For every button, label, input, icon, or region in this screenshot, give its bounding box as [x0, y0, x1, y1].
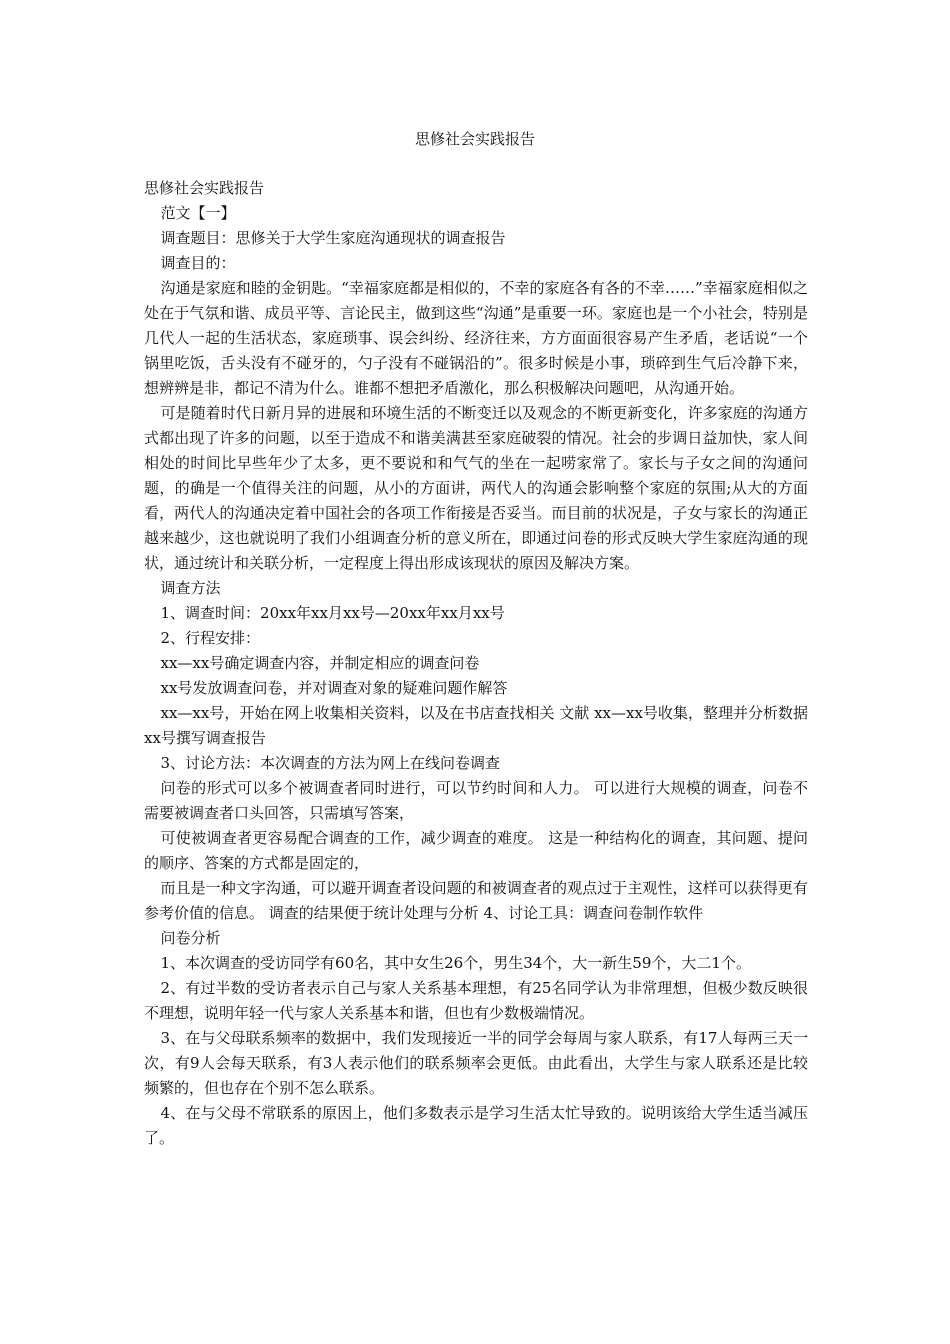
paragraph: 1、调查时间：20xx年xx月xx号—20xx年xx月xx号: [160, 604, 505, 622]
heading-line: 思修社会实践报告: [144, 179, 265, 197]
paragraph: 问卷分析: [160, 929, 221, 947]
document-title: 思修社会实践报告: [414, 130, 535, 148]
paragraph: 2、行程安排：: [160, 629, 261, 647]
paragraph: 调查题目：思修关于大学生家庭沟通现状的调查报告: [160, 229, 506, 247]
paragraph: 沟通是家庭和睦的金钥匙。“幸福家庭都是相似的，不幸的家庭各有各的不幸……”幸福家庭相似之处在于气氛和谐、成员平等、言论民主，做到这些“沟通”是重要一环。家庭也是一个小社会，特别是几代人一起的生活状态，家庭琐事、误会纠纷、经济往来，方方面面很容易产生矛盾，老话说“一个锅里吃饭，舌头没有不碰牙的，勺子没有不碰锅沿的”。很多时候是小事，琐碎到生气后冷静下来，想辨辨是非，都记不清为什么。谁都不想把矛盾激化，那么积极解决问题吧，从沟通开始。: [144, 279, 808, 397]
document-body: [144, 176, 808, 1151]
paragraph: 范文【一】: [160, 204, 236, 222]
paragraph: xx—xx号确定调查内容，并制定相应的调查问卷: [160, 654, 480, 672]
paragraph: 可使被调查者更容易配合调查的工作，减少调查的难度。 这是一种结构化的调查，其问题、提问的顺序、答案的方式都是固定的，: [144, 829, 808, 872]
paragraph: 3、在与父母联系频率的数据中，我们发现接近一半的同学会每周与家人联系，有17人每两三天一次，有9人会每天联系，有3人表示他们的联系频率会更低。由此看出，大学生与家人联系还是比较频繁的，但也存在个别不怎么联系。: [144, 1029, 808, 1097]
paragraph: 调查目的：: [160, 254, 236, 272]
paragraph: 3、讨论方法：本次调查的方法为网上在线问卷调查: [160, 754, 501, 772]
paragraph: 调查方法: [160, 579, 221, 597]
paragraph: 问卷的形式可以多个被调查者同时进行，可以节约时间和人力。 可以进行大规模的调查，问卷不需要被调查者口头回答，只需填写答案，: [144, 779, 808, 822]
paragraph: 可是随着时代日新月异的进展和环境生活的不断变迁以及观念的不断更新变化，许多家庭的沟通方式都出现了许多的问题，以至于造成不和谐美满甚至家庭破裂的情况。社会的步调日益加快，家人间相处的时间比早些年少了太多，更不要说和和气气的坐在一起唠家常了。家长与子女之间的沟通问题，的确是一个值得关注的问题，从小的方面讲，两代人的沟通会影响整个家庭的氛围;从大的方面看，两代人的沟通决定着中国社会的各项工作衔接是否妥当。而目前的状况是，子女与家长的沟通正越来越少，这也就说明了我们小组调查分析的意义所在，即通过问卷的形式反映大学生家庭沟通的现状，通过统计和关联分析，一定程度上得出形成该现状的原因及解决方案。: [144, 404, 808, 572]
paragraph: 而且是一种文字沟通，可以避开调查者设问题的和被调查者的观点过于主观性，这样可以获得更有参考价值的信息。 调查的结果便于统计处理与分析 4、讨论工具：调查问卷制作软件: [144, 879, 808, 922]
paragraph: xx号发放调查问卷，并对调查对象的疑难问题作解答: [160, 679, 508, 697]
paragraph: 4、在与父母不常联系的原因上，他们多数表示是学习生活太忙导致的。说明该给大学生适当减压了。: [144, 1104, 808, 1147]
paragraph: 2、有过半数的受访者表示自己与家人关系基本理想，有25名同学认为非常理想，但极少数反映很不理想，说明年轻一代与家人关系基本和谐，但也有少数极端情况。: [144, 979, 808, 1022]
paragraph: xx—xx号，开始在网上收集相关资料，以及在书店查找相关 文献 xx—xx号收集，整理并分析数据 xx号撰写调查报告: [144, 704, 808, 747]
paragraph: 1、本次调查的受访同学有60名，其中女生26个，男生34个，大一新生59个，大二1个。: [160, 954, 751, 972]
